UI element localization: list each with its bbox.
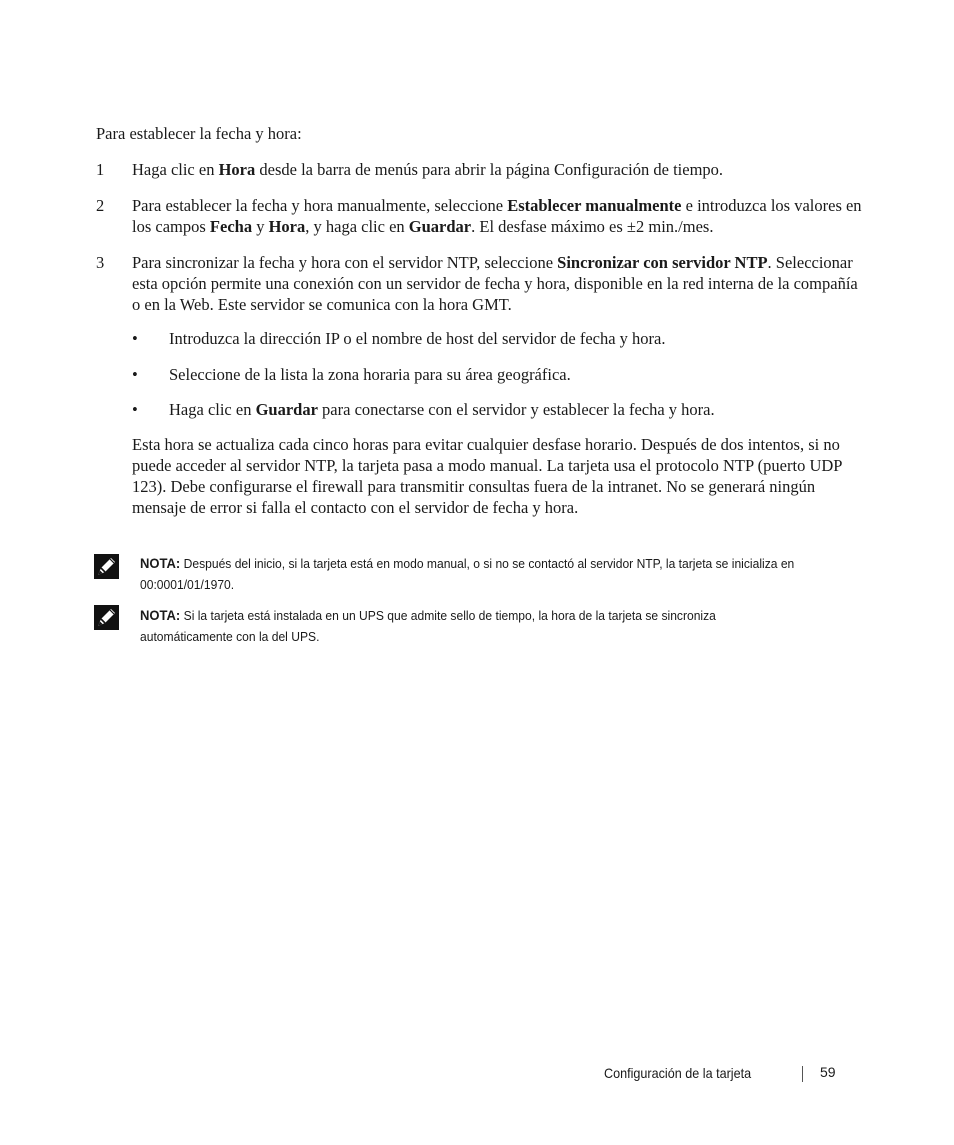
bullet-item xyxy=(132,364,852,385)
note-1 xyxy=(140,553,810,595)
step-text-run: . Seleccionar esta opción permite una conexión con un servidor de fecha y hora, disponible en la red interna de la compañía o en la Web. Este servidor se comunica con la hora GMT. xyxy=(132,253,858,314)
step-text xyxy=(132,252,862,315)
bullet-symbol: • xyxy=(132,400,138,419)
step-number: 2 xyxy=(96,196,105,215)
note-pencil-icon xyxy=(94,554,119,579)
bullet-text xyxy=(169,328,852,349)
step-3 xyxy=(96,252,876,315)
note-pencil-icon xyxy=(94,605,119,630)
bullet-text-run: Haga clic en xyxy=(169,400,256,419)
footer-divider xyxy=(802,1066,803,1082)
step-2 xyxy=(96,195,876,237)
bullet-item xyxy=(132,328,852,349)
note-2 xyxy=(140,605,810,647)
bullet-text-run: para conectarse con el servidor y establecer la fecha y hora. xyxy=(317,400,715,419)
note-label: NOTA: xyxy=(140,607,181,623)
step-text-run: , y haga clic en xyxy=(305,217,409,236)
step-text xyxy=(132,159,862,180)
step-text-run: desde la barra de menús para abrir la página Configuración de tiempo. xyxy=(255,160,724,179)
step-number: 1 xyxy=(96,160,105,179)
bullet-symbol: • xyxy=(132,329,138,348)
bullet-bold-run: Guardar xyxy=(255,400,318,419)
step-text-run: e introduzca los valores en los campos xyxy=(132,196,862,236)
closing-paragraph: Esta hora se actualiza cada cinco horas para evitar cualquier desfase horario. Después de dos intentos, si no puede acceder al servidor NTP, la tarjeta pasa a modo manual. La tarjeta usa el protocolo NTP (puerto UDP 123). Debe configurarse el firewall para transmitir consultas fuera de la intranet. No se generará ningún mensaje de error si falla el contacto con el servidor de fecha y hora. xyxy=(132,435,842,517)
step-bold-run: Hora xyxy=(218,160,256,179)
step-bold-run: Hora xyxy=(268,217,306,236)
step-bold-run: Guardar xyxy=(408,217,472,236)
page-number: 59 xyxy=(820,1064,836,1080)
bullet-text xyxy=(169,364,852,385)
note-text: Después del inicio, si la tarjeta está en modo manual, o si no se contactó al servidor NTP, la tarjeta se inicializa en 00:0001/01/1970. xyxy=(140,556,795,592)
bullet-symbol: • xyxy=(132,365,138,384)
step-text-run: y xyxy=(252,217,269,236)
step-text-run: Haga clic en xyxy=(132,160,219,179)
step-text xyxy=(132,195,862,237)
bullet-text xyxy=(169,399,852,420)
step-1 xyxy=(96,159,876,180)
step-text-run: Para sincronizar la fecha y hora con el servidor NTP, seleccione xyxy=(132,253,558,272)
bullet-item xyxy=(132,399,852,420)
note-text: Si la tarjeta está instalada en un UPS que admite sello de tiempo, la hora de la tarjeta se sincroniza automáticamente con la del UPS. xyxy=(140,608,716,644)
bullet-text-run: Seleccione de la lista la zona horaria para su área geográfica. xyxy=(169,365,571,384)
step-text-run: Para establecer la fecha y hora manualmente, seleccione xyxy=(132,196,508,215)
note-label: NOTA: xyxy=(140,555,181,571)
intro-text: Para establecer la fecha y hora: xyxy=(96,124,302,143)
footer-section-title: Configuración de la tarjeta xyxy=(604,1065,752,1081)
step-text-run: . El desfase máximo es ±2 min./mes. xyxy=(471,217,714,236)
step-bold-run: Fecha xyxy=(209,217,253,236)
step-number: 3 xyxy=(96,253,105,272)
step-bold-run: Establecer manualmente xyxy=(507,196,682,215)
step-bold-run: Sincronizar con servidor NTP xyxy=(557,253,768,272)
bullet-text-run: Introduzca la dirección IP o el nombre de host del servidor de fecha y hora. xyxy=(169,329,666,348)
